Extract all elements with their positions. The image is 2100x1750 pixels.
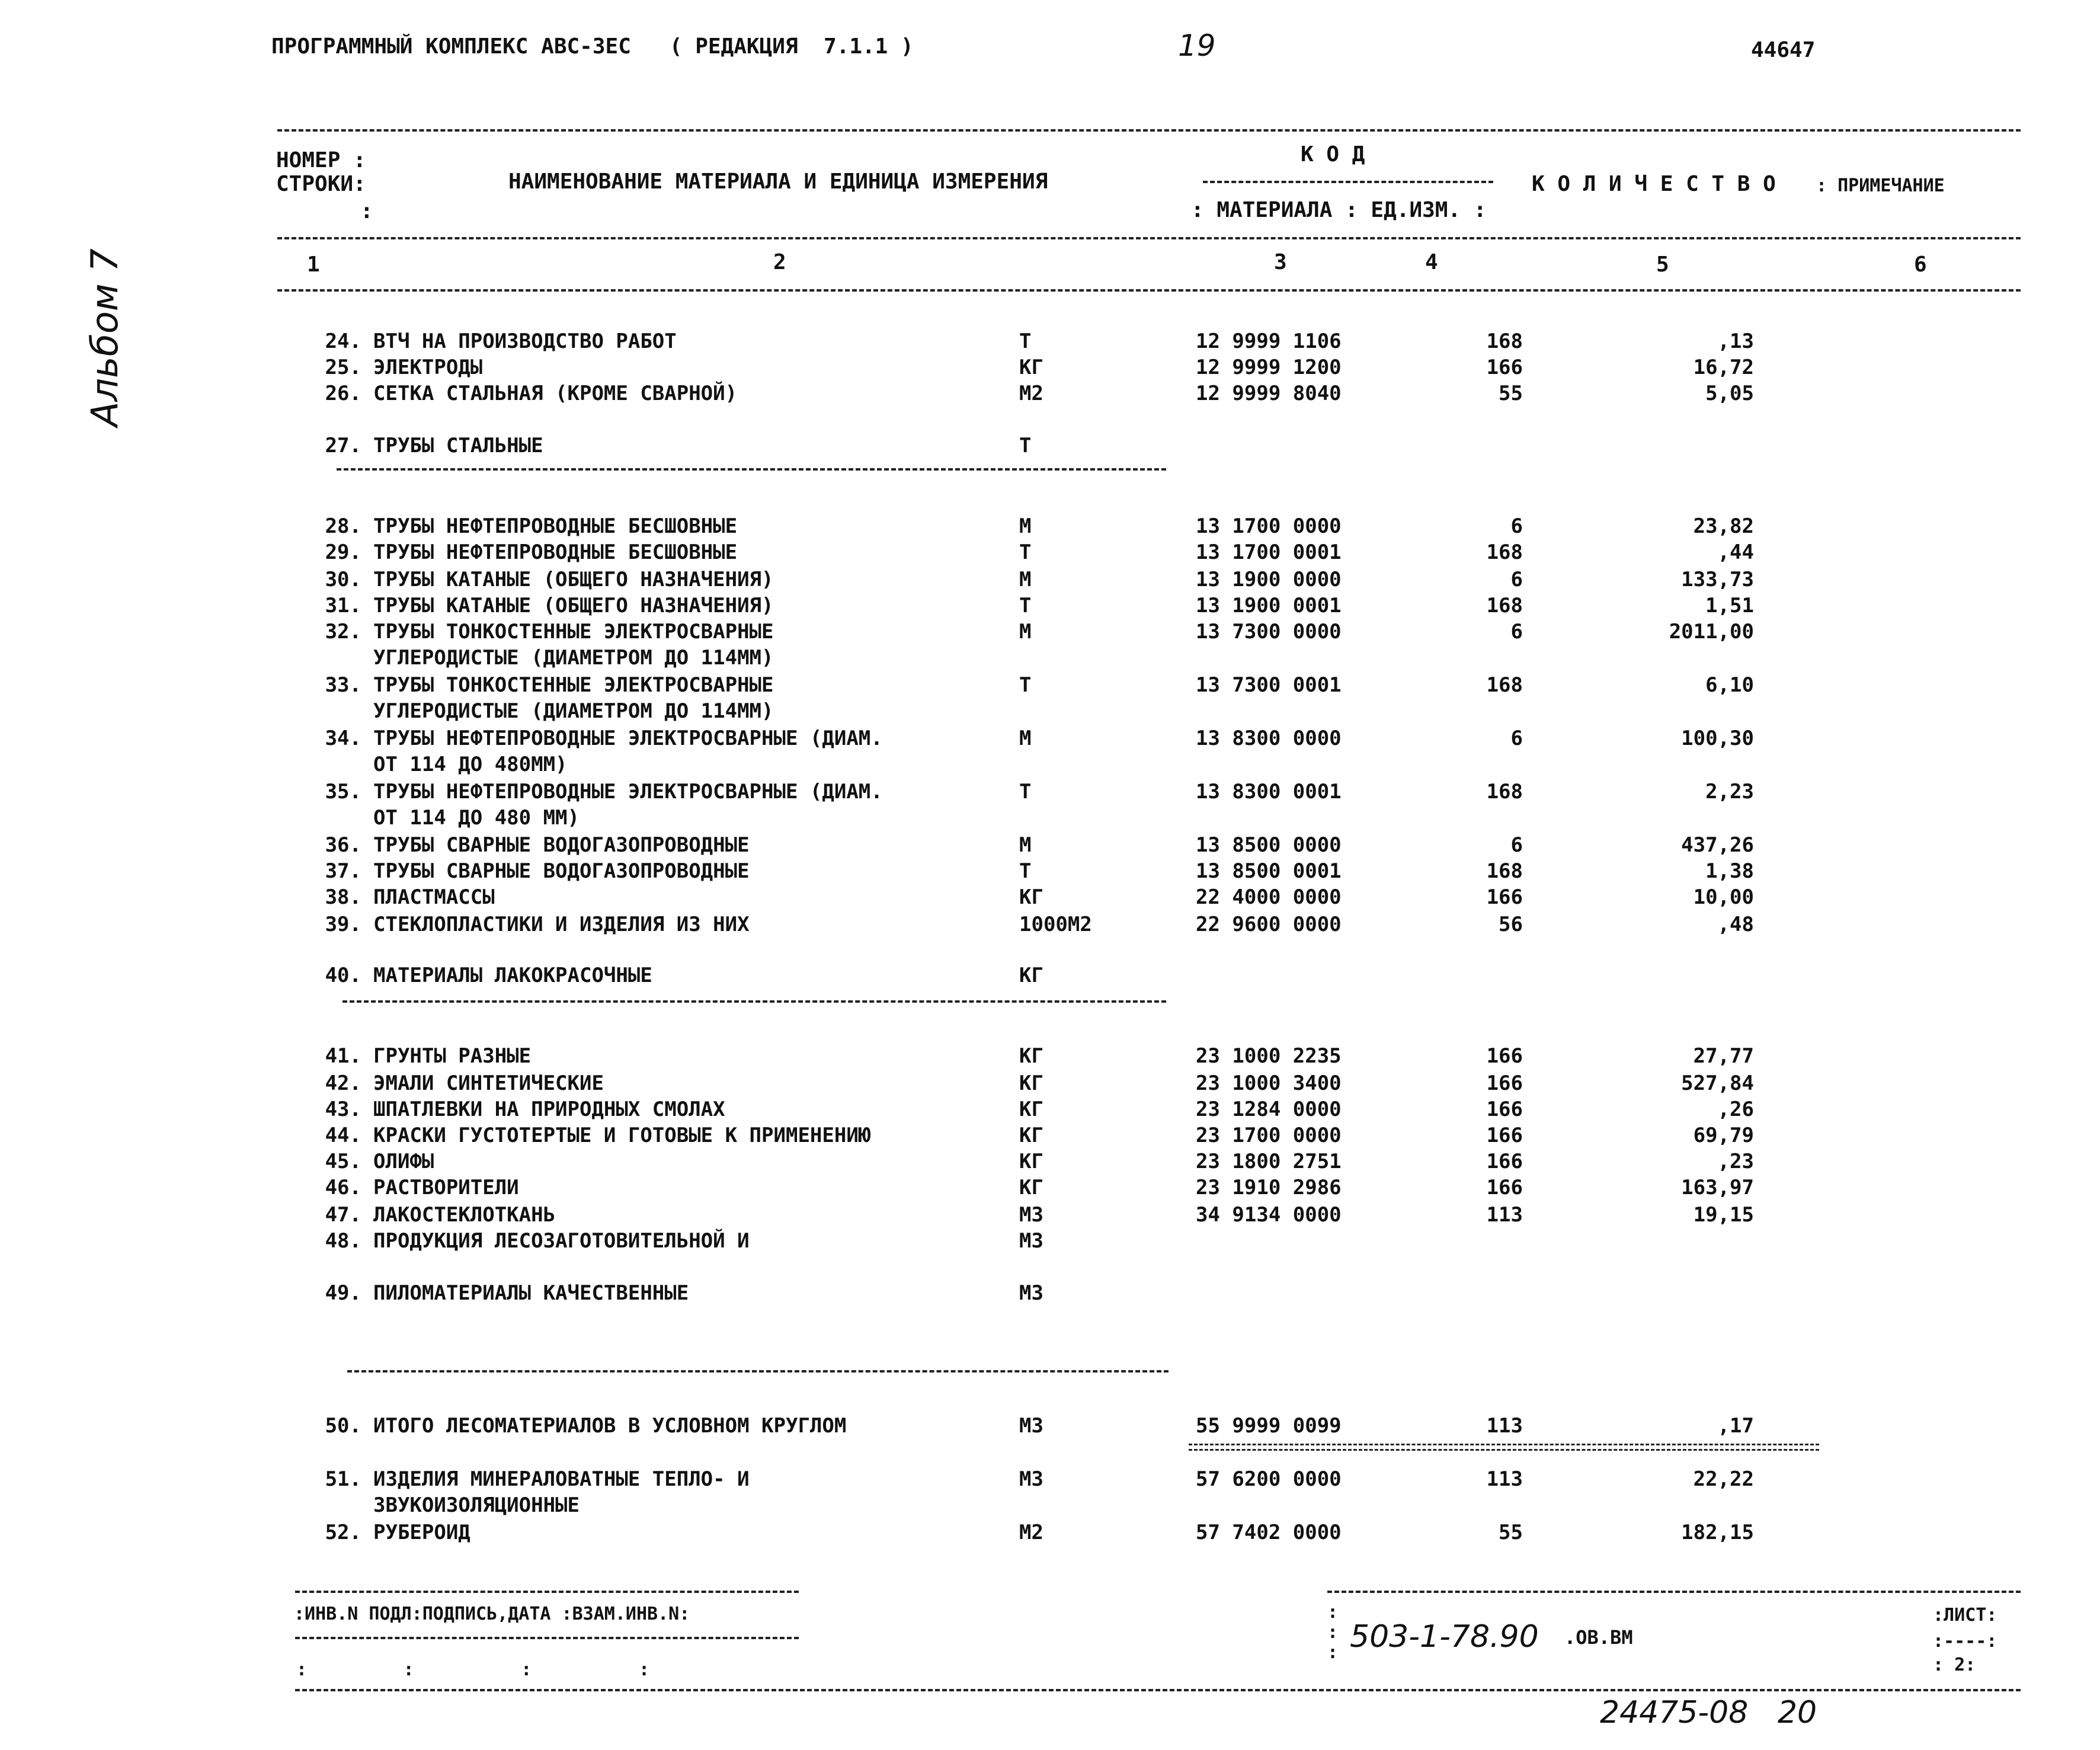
- table-row: [0, 1574, 2100, 1600]
- unit-code: 166: [1486, 1071, 1523, 1095]
- unit: КГ: [1019, 356, 1043, 379]
- material-name: РАСТВОРИТЕЛИ: [373, 1176, 519, 1199]
- material-name-line2: ОТ 114 ДО 480ММ): [373, 753, 568, 776]
- unit: М3: [1019, 1467, 1043, 1491]
- material-name: ТРУБЫ КАТАНЫЕ (ОБЩЕГО НАЗНАЧЕНИЯ): [373, 568, 774, 591]
- material-code: 13 8300 0001: [1196, 780, 1342, 804]
- quantity: 1,38: [1705, 859, 1754, 883]
- doc-code-suffix: .ОВ.ВМ: [1564, 1626, 1633, 1649]
- material-name: ТРУБЫ НЕФТЕПРОВОДНЫЕ ЭЛЕКТРОСВАРНЫЕ (ДИАМ.: [373, 727, 883, 750]
- row-number: 26.: [325, 382, 361, 405]
- row-number: 34.: [325, 727, 361, 750]
- material-code: 55 9999 0099: [1196, 1414, 1342, 1438]
- stamp-cell-separators: : : : :: [296, 1659, 650, 1680]
- material-name-line2: УГЛЕРОДИСТЫЕ (ДИАМЕТРОМ ДО 114ММ): [373, 699, 774, 723]
- material-code: 57 6200 0000: [1196, 1467, 1342, 1491]
- unit: М: [1019, 833, 1032, 857]
- unit: 1000М2: [1019, 913, 1092, 936]
- row-number: 42.: [325, 1071, 361, 1095]
- material-code: 13 1900 0001: [1196, 594, 1342, 618]
- row-number: 39.: [325, 913, 361, 936]
- handwritten-bottom-code: 24475-08 20: [1600, 1695, 1817, 1730]
- unit-code: 168: [1486, 329, 1523, 353]
- header-kod-title: К О Д: [1301, 142, 1365, 167]
- table-row: [0, 1071, 2100, 1098]
- table-row: [0, 620, 2100, 646]
- row-number: 32.: [325, 620, 361, 644]
- table-row: [0, 727, 2100, 753]
- unit: КГ: [1019, 1124, 1043, 1147]
- row-number: 37.: [325, 859, 361, 883]
- table-row: [0, 329, 2100, 356]
- row-number: 41.: [325, 1044, 361, 1068]
- quantity: 1,51: [1705, 594, 1754, 618]
- unit: КГ: [1019, 1071, 1043, 1095]
- unit: М3: [1019, 1203, 1043, 1227]
- unit: М3: [1019, 1229, 1043, 1253]
- quantity: 10,00: [1693, 885, 1754, 909]
- row-number: 48.: [325, 1229, 361, 1253]
- unit: М2: [1019, 382, 1043, 405]
- stamp-right-top-rule: [1327, 1591, 2021, 1593]
- material-name: КРАСКИ ГУСТОТЕРТЫЕ И ГОТОВЫЕ К ПРИМЕНЕНИЮ: [373, 1124, 871, 1147]
- quantity: 182,15: [1681, 1521, 1754, 1544]
- header-note-title: : ПРИМЕЧАНИЕ: [1816, 175, 1945, 196]
- unit-code: 166: [1486, 1044, 1523, 1068]
- unit: М2: [1019, 1521, 1043, 1544]
- col-number-6: 6: [1914, 252, 1927, 277]
- total-separator-rule: [1189, 1444, 1819, 1451]
- quantity: 2011,00: [1669, 620, 1754, 644]
- col-number-2: 2: [773, 250, 786, 274]
- row-number: 49.: [325, 1281, 361, 1305]
- material-name: ШПАТЛЕВКИ НА ПРИРОДНЫХ СМОЛАХ: [373, 1098, 725, 1121]
- quantity: 22,22: [1693, 1467, 1754, 1491]
- material-code: 12 9999 1200: [1196, 356, 1342, 379]
- material-name: ТРУБЫ СВАРНЫЕ ВОДОГАЗОПРОВОДНЫЕ: [373, 859, 750, 883]
- quantity: ,48: [1717, 913, 1754, 936]
- row-number: 52.: [325, 1521, 361, 1544]
- unit: Т: [1019, 540, 1032, 564]
- header-mid-rule: [277, 237, 2021, 239]
- group-rule: [347, 1370, 1169, 1373]
- table-row: [0, 1521, 2100, 1547]
- material-name: ТРУБЫ НЕФТЕПРОВОДНЫЕ БЕСШОВНЫЕ: [373, 540, 738, 564]
- unit: М: [1019, 727, 1032, 750]
- header-col2-title: НАИМЕНОВАНИЕ МАТЕРИАЛА И ЕДИНИЦА ИЗМЕРЕНИЯ: [508, 169, 1048, 194]
- unit: М3: [1019, 1414, 1043, 1438]
- material-name: СЕТКА СТАЛЬНАЯ (КРОМЕ СВАРНОЙ): [373, 382, 738, 405]
- table-row-continuation: [0, 1333, 2100, 1359]
- handwritten-doc-code: 503-1-78.90: [1350, 1619, 1539, 1655]
- col-number-5: 5: [1656, 252, 1669, 277]
- material-name: ПЛАСТМАССЫ: [373, 885, 495, 909]
- material-code: 57 7402 0000: [1196, 1521, 1342, 1544]
- quantity: 437,26: [1681, 833, 1754, 857]
- header-kod-rule: [1203, 181, 1493, 183]
- col-number-4: 4: [1425, 250, 1438, 274]
- unit: КГ: [1019, 1098, 1043, 1121]
- unit-code: 55: [1499, 382, 1523, 405]
- unit-code: 166: [1486, 1124, 1523, 1147]
- material-name-line2: ЗВУКОИЗОЛЯЦИОННЫЕ: [373, 1493, 580, 1517]
- table-row: [0, 1098, 2100, 1124]
- table-row: [0, 780, 2100, 806]
- material-code: 13 1700 0000: [1196, 514, 1342, 538]
- quantity: ,13: [1717, 329, 1754, 353]
- row-number: 27.: [325, 434, 361, 458]
- unit-code: 168: [1486, 859, 1523, 883]
- unit-code: 166: [1486, 356, 1523, 379]
- unit-code: 6: [1510, 833, 1523, 857]
- table-row: [0, 540, 2100, 567]
- material-name: ОЛИФЫ: [373, 1150, 434, 1173]
- unit-code: 113: [1486, 1414, 1523, 1438]
- material-name: ИЗДЕЛИЯ МИНЕРАЛОВАТНЫЕ ТЕПЛО- И: [373, 1467, 750, 1491]
- table-row: [0, 568, 2100, 594]
- row-number: 43.: [325, 1098, 361, 1121]
- table-row-continuation: [0, 753, 2100, 779]
- table-row: [0, 514, 2100, 540]
- handwritten-page-number: 19: [1178, 28, 1216, 63]
- header-bottom-rule: [277, 289, 2021, 292]
- unit-code: 56: [1499, 913, 1523, 936]
- material-name: ТРУБЫ СТАЛЬНЫЕ: [373, 434, 543, 458]
- table-row-continuation: [0, 1307, 2100, 1333]
- row-number: 24.: [325, 329, 361, 353]
- header-top-rule: [277, 129, 2021, 132]
- table-row-continuation: [0, 806, 2100, 832]
- material-name: ЭЛЕКТРОДЫ: [373, 356, 483, 379]
- album-side-note: Альбом 7: [83, 248, 126, 427]
- unit-code: 6: [1510, 620, 1523, 644]
- row-number: 46.: [325, 1176, 361, 1199]
- material-name: ТРУБЫ ТОНКОСТЕННЫЕ ЭЛЕКТРОСВАРНЫЕ: [373, 673, 774, 697]
- group-rule: [342, 1000, 1166, 1003]
- table-row-group: [0, 1281, 2100, 1307]
- material-code: 23 1700 0000: [1196, 1124, 1342, 1147]
- row-number: 25.: [325, 356, 361, 379]
- table-row: [0, 913, 2100, 939]
- header-col1-line3: :: [360, 199, 373, 223]
- unit-code: 113: [1486, 1203, 1523, 1227]
- quantity: ,17: [1717, 1414, 1754, 1438]
- material-name: ИТОГО ЛЕСОМАТЕРИАЛОВ В УСЛОВНОМ КРУГЛОМ: [373, 1414, 847, 1438]
- material-code: 23 1000 2235: [1196, 1044, 1342, 1068]
- material-name: СТЕКЛОПЛАСТИКИ И ИЗДЕЛИЯ ИЗ НИХ: [373, 913, 750, 936]
- sheet-label-rule: :----:: [1933, 1631, 1997, 1652]
- header-kod-sub: : МАТЕРИАЛА : ЕД.ИЗМ. :: [1191, 198, 1487, 222]
- unit: Т: [1019, 673, 1032, 697]
- material-code: 13 1700 0001: [1196, 540, 1342, 564]
- row-number: 40.: [325, 964, 361, 987]
- table-row: [0, 1229, 2100, 1255]
- unit-code: 55: [1499, 1521, 1523, 1544]
- unit: М: [1019, 620, 1032, 644]
- table-row-continuation: [0, 646, 2100, 672]
- row-number: 33.: [325, 673, 361, 697]
- unit: Т: [1019, 434, 1032, 458]
- material-code: 12 9999 8040: [1196, 382, 1342, 405]
- material-name: ВТЧ НА ПРОИЗВОДСТВО РАБОТ: [373, 329, 677, 353]
- document-number: 44647: [1751, 38, 1816, 62]
- quantity: 2,23: [1705, 780, 1754, 804]
- material-name: ТРУБЫ НЕФТЕПРОВОДНЫЕ БЕСШОВНЫЕ: [373, 514, 738, 538]
- material-code: 13 8300 0000: [1196, 727, 1342, 750]
- row-number: 29.: [325, 540, 361, 564]
- table-row-total: [0, 1467, 2100, 1493]
- table-row: [0, 594, 2100, 620]
- row-number: 44.: [325, 1124, 361, 1147]
- table-row-continuation: [0, 1547, 2100, 1573]
- footer-bottom-rule: [295, 1689, 2021, 1691]
- row-number: 31.: [325, 594, 361, 618]
- quantity: ,44: [1717, 540, 1754, 564]
- unit: КГ: [1019, 885, 1043, 909]
- table-row: [0, 1203, 2100, 1229]
- table-row: [0, 833, 2100, 859]
- unit-code: 168: [1486, 780, 1523, 804]
- unit-code: 6: [1510, 514, 1523, 538]
- table-row-group: [0, 964, 2100, 990]
- unit-code: 113: [1486, 1467, 1523, 1491]
- material-name: ТРУБЫ СВАРНЫЕ ВОДОГАЗОПРОВОДНЫЕ: [373, 833, 750, 857]
- material-code: 13 8500 0001: [1196, 859, 1342, 883]
- quantity: ,26: [1717, 1098, 1754, 1121]
- sheet-label: :ЛИСТ:: [1933, 1605, 1997, 1626]
- unit: Т: [1019, 780, 1032, 804]
- quantity: 23,82: [1693, 514, 1754, 538]
- quantity: 27,77: [1693, 1044, 1754, 1068]
- unit-code: 6: [1510, 727, 1523, 750]
- unit-code: 6: [1510, 568, 1523, 591]
- unit-code: 166: [1486, 885, 1523, 909]
- table-row: [0, 1124, 2100, 1150]
- quantity: 19,15: [1693, 1203, 1754, 1227]
- row-number: 47.: [325, 1203, 361, 1227]
- unit: М: [1019, 514, 1032, 538]
- doc-code-left-colons: : : :: [1327, 1602, 1339, 1663]
- unit: КГ: [1019, 964, 1043, 987]
- material-code: 22 4000 0000: [1196, 885, 1342, 909]
- material-name: ТРУБЫ ТОНКОСТЕННЫЕ ЭЛЕКТРОСВАРНЫЕ: [373, 620, 774, 644]
- col-number-3: 3: [1274, 250, 1287, 274]
- table-row-group: [0, 434, 2100, 460]
- material-name-line2: УГЛЕРОДИСТЫЕ (ДИАМЕТРОМ ДО 114ММ): [373, 646, 774, 670]
- quantity: 16,72: [1693, 356, 1754, 379]
- quantity: 6,10: [1705, 673, 1754, 697]
- material-name: ПРОДУКЦИЯ ЛЕСОЗАГОТОВИТЕЛЬНОЙ И: [373, 1229, 750, 1253]
- table-row: [0, 1150, 2100, 1176]
- row-number: 28.: [325, 514, 361, 538]
- group-rule: [337, 468, 1166, 471]
- stamp-left-mid-rule: [295, 1637, 799, 1639]
- unit: Т: [1019, 859, 1032, 883]
- table-row: [0, 859, 2100, 885]
- quantity: ,23: [1717, 1150, 1754, 1173]
- unit: КГ: [1019, 1044, 1043, 1068]
- unit: КГ: [1019, 1176, 1043, 1199]
- unit: Т: [1019, 329, 1032, 353]
- table-row: [0, 1176, 2100, 1202]
- material-name: ТРУБЫ КАТАНЫЕ (ОБЩЕГО НАЗНАЧЕНИЯ): [373, 594, 774, 618]
- material-code: 34 9134 0000: [1196, 1203, 1342, 1227]
- material-code: 13 7300 0001: [1196, 673, 1342, 697]
- material-code: 23 1800 2751: [1196, 1150, 1342, 1173]
- material-name: РУБЕРОИД: [373, 1521, 470, 1544]
- material-code: 23 1284 0000: [1196, 1098, 1342, 1121]
- material-code: 13 8500 0000: [1196, 833, 1342, 857]
- table-row: [0, 356, 2100, 382]
- unit-code: 168: [1486, 673, 1523, 697]
- quantity: 69,79: [1693, 1124, 1754, 1147]
- row-number: 50.: [325, 1414, 361, 1438]
- sheet-number: : 2:: [1933, 1655, 1976, 1675]
- quantity: 527,84: [1681, 1071, 1754, 1095]
- material-name: МАТЕРИАЛЫ ЛАКОКРАСОЧНЫЕ: [373, 964, 652, 987]
- table-row: [0, 673, 2100, 699]
- unit: КГ: [1019, 1150, 1043, 1173]
- table-row-continuation: [0, 1493, 2100, 1519]
- quantity: 5,05: [1705, 382, 1754, 405]
- stamp-left-top-rule: [295, 1591, 799, 1593]
- quantity: 133,73: [1681, 568, 1754, 591]
- col-number-1: 1: [307, 252, 320, 277]
- unit-code: 166: [1486, 1176, 1523, 1199]
- material-name: ГРУНТЫ РАЗНЫЕ: [373, 1044, 532, 1068]
- header-col1-line2: СТРОКИ:: [276, 172, 366, 196]
- quantity: 163,97: [1681, 1176, 1754, 1199]
- row-number: 51.: [325, 1467, 361, 1491]
- stamp-header: :ИНВ.N ПОДЛ:ПОДПИСЬ,ДАТА :ВЗАМ.ИНВ.N:: [294, 1604, 690, 1624]
- material-code: 23 1000 3400: [1196, 1071, 1342, 1095]
- row-number: 30.: [325, 568, 361, 591]
- material-code: 22 9600 0000: [1196, 913, 1342, 936]
- material-name: ЭМАЛИ СИНТЕТИЧЕСКИЕ: [373, 1071, 604, 1095]
- unit-code: 168: [1486, 594, 1523, 618]
- material-code: 13 7300 0000: [1196, 620, 1342, 644]
- row-number: 38.: [325, 885, 361, 909]
- document-title: ПРОГРАММНЫЙ КОМПЛЕКС АВС-3ЕС ( РЕДАКЦИЯ 7.1.1 ): [271, 34, 914, 59]
- unit: М3: [1019, 1281, 1043, 1305]
- material-name: ЛАКОСТЕКЛОТКАНЬ: [373, 1203, 556, 1227]
- header-col1-line1: НОМЕР :: [276, 148, 366, 172]
- material-name-line2: ОТ 114 ДО 480 ММ): [373, 806, 580, 830]
- unit-code: 166: [1486, 1150, 1523, 1173]
- table-row: [0, 1044, 2100, 1070]
- material-name: ПИЛОМАТЕРИАЛЫ КАЧЕСТВЕННЫЕ: [373, 1281, 689, 1305]
- table-row: [0, 382, 2100, 408]
- unit: М: [1019, 568, 1032, 591]
- table-row: [0, 885, 2100, 911]
- header-qty-title: К О Л И Ч Е С Т В О: [1532, 172, 1776, 196]
- material-name: ТРУБЫ НЕФТЕПРОВОДНЫЕ ЭЛЕКТРОСВАРНЫЕ (ДИАМ.: [373, 780, 883, 804]
- unit-code: 168: [1486, 540, 1523, 564]
- material-code: 23 1910 2986: [1196, 1176, 1342, 1199]
- table-row: [0, 1414, 2100, 1440]
- row-number: 45.: [325, 1150, 361, 1173]
- material-code: 13 1900 0000: [1196, 568, 1342, 591]
- row-number: 35.: [325, 780, 361, 804]
- row-number: 36.: [325, 833, 361, 857]
- quantity: 100,30: [1681, 727, 1754, 750]
- table-row-continuation: [0, 699, 2100, 725]
- unit: Т: [1019, 594, 1032, 618]
- unit-code: 166: [1486, 1098, 1523, 1121]
- material-code: 12 9999 1106: [1196, 329, 1342, 353]
